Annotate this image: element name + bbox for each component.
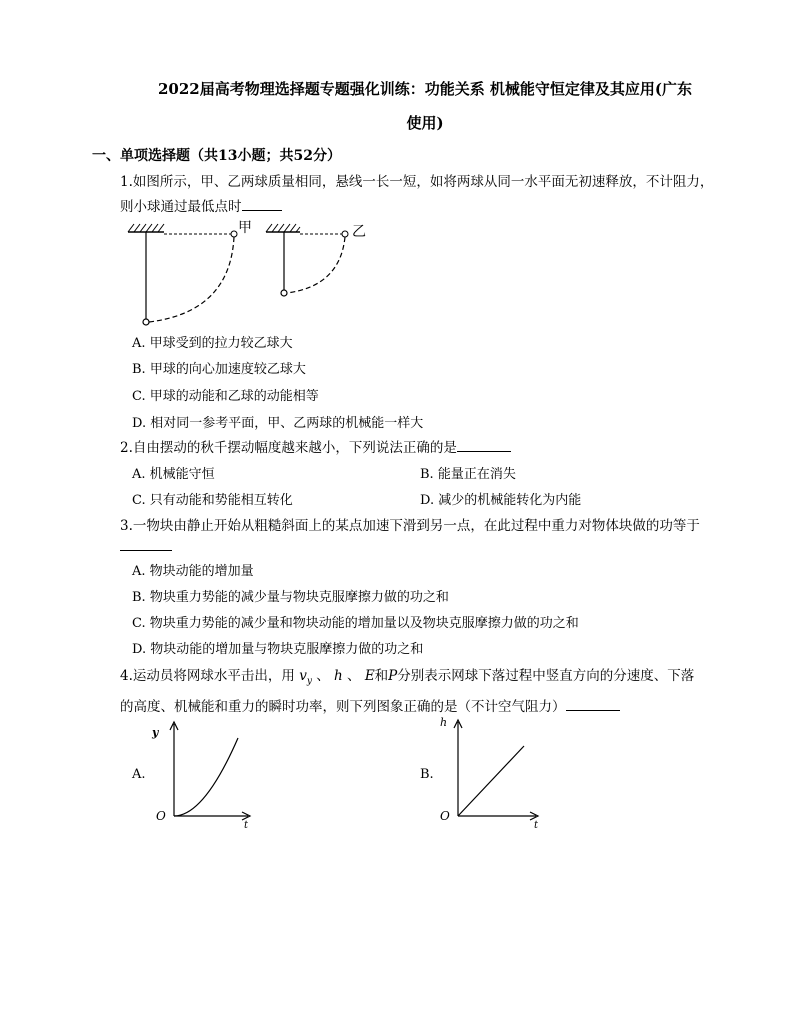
q4-text-a: 运动员将网球水平击出，用 [132, 668, 295, 684]
q4-option-b-label[interactable]: B. [420, 767, 434, 782]
q2-option-a[interactable]: A. 机械能守恒 [132, 467, 215, 482]
q2-option-b[interactable]: B. 能量正在消失 [420, 467, 516, 482]
graph-a-xlabel: t [244, 820, 249, 830]
graph-a [148, 718, 258, 830]
q3-option-a[interactable]: A. 物块动能的增加量 [132, 564, 254, 579]
answer-blank [566, 696, 620, 711]
pendulum-figure [120, 218, 380, 330]
symbol-P: P [388, 668, 398, 684]
q3-number: 3. [120, 518, 133, 534]
answer-blank [242, 196, 282, 211]
q1-text-line2: 则小球通过最低点时 [120, 199, 242, 215]
q4-text-line2: 的高度、机械能和重力的瞬时功率，则下列图象正确的是（不计空气阻力） [120, 698, 566, 715]
q1-option-a[interactable]: A. 甲球受到的拉力较乙球大 [132, 336, 293, 351]
q3-option-d[interactable]: D. 物块动能的增加量与物块克服摩擦力做的功之和 [132, 642, 424, 657]
q4-number: 4. [120, 668, 133, 684]
graph-b-origin: O [440, 809, 450, 823]
symbol-E: E [364, 668, 375, 684]
label-jia: 甲 [238, 220, 252, 236]
question-1 [120, 170, 720, 220]
q3-text: 一物块由静止开始从粗糙斜面上的某点加速下滑到另一点，在此过程中重力对物体块做的功等于 [132, 518, 700, 534]
q1-text-line1: 如图所示，甲、乙两球质量相同，悬线一长一短，如将两球从同一水平面无初速释放，不计阻力， [132, 174, 714, 190]
graph-a-origin: O [156, 809, 166, 823]
q1-option-c[interactable]: C. 甲球的动能和乙球的动能相等 [132, 389, 319, 404]
title-line-2: 使用) [406, 114, 444, 132]
q3-option-c[interactable]: C. 物块重力势能的减少量和物块动能的增加量以及物块克服摩擦力做的功之和 [132, 616, 579, 631]
answer-blank [120, 540, 172, 551]
question-4 [120, 664, 720, 720]
question-2 [120, 436, 720, 461]
symbol-v: v [299, 668, 307, 684]
question-3 [120, 514, 720, 560]
document-title [140, 72, 710, 140]
graph-b [432, 712, 548, 830]
answer-blank [457, 437, 511, 452]
q1-option-b[interactable]: B. 甲球的向心加速度较乙球大 [132, 362, 306, 377]
q1-option-d[interactable]: D. 相对同一参考平面，甲、乙两球的机械能一样大 [132, 416, 424, 431]
graph-b-xlabel: t [534, 820, 539, 830]
q2-option-d[interactable]: D. 减少的机械能转化为内能 [420, 493, 582, 508]
q4-sep1: 、 [316, 668, 330, 684]
q3-option-b[interactable]: B. 物块重力势能的减少量与物块克服摩擦力做的功之和 [132, 590, 449, 605]
q1-number: 1. [120, 174, 133, 190]
q2-option-c[interactable]: C. 只有动能和势能相互转化 [132, 493, 293, 508]
q4-option-a-label[interactable]: A. [132, 767, 146, 782]
q4-text-b: 分别表示网球下落过程中竖直方向的分速度、下落 [397, 668, 695, 684]
graph-a-ylabel: y [152, 726, 159, 739]
title-line-1: 2022届高考物理选择题专题强化训练：功能关系 机械能守恒定律及其应用(广东 [157, 80, 693, 98]
q4-and: 和 [374, 668, 389, 684]
graph-b-ylabel: h [440, 716, 448, 729]
symbol-v-sub: y [306, 676, 312, 687]
q2-text: 自由摆动的秋千摆动幅度越来越小，下列说法正确的是 [132, 440, 457, 456]
section-heading: 一、单项选择题（共13小题；共52分） [92, 148, 341, 164]
q4-sep2: 、 [347, 668, 361, 684]
q2-number: 2. [120, 440, 133, 456]
symbol-h: h [334, 668, 343, 684]
label-yi: 乙 [352, 224, 366, 240]
